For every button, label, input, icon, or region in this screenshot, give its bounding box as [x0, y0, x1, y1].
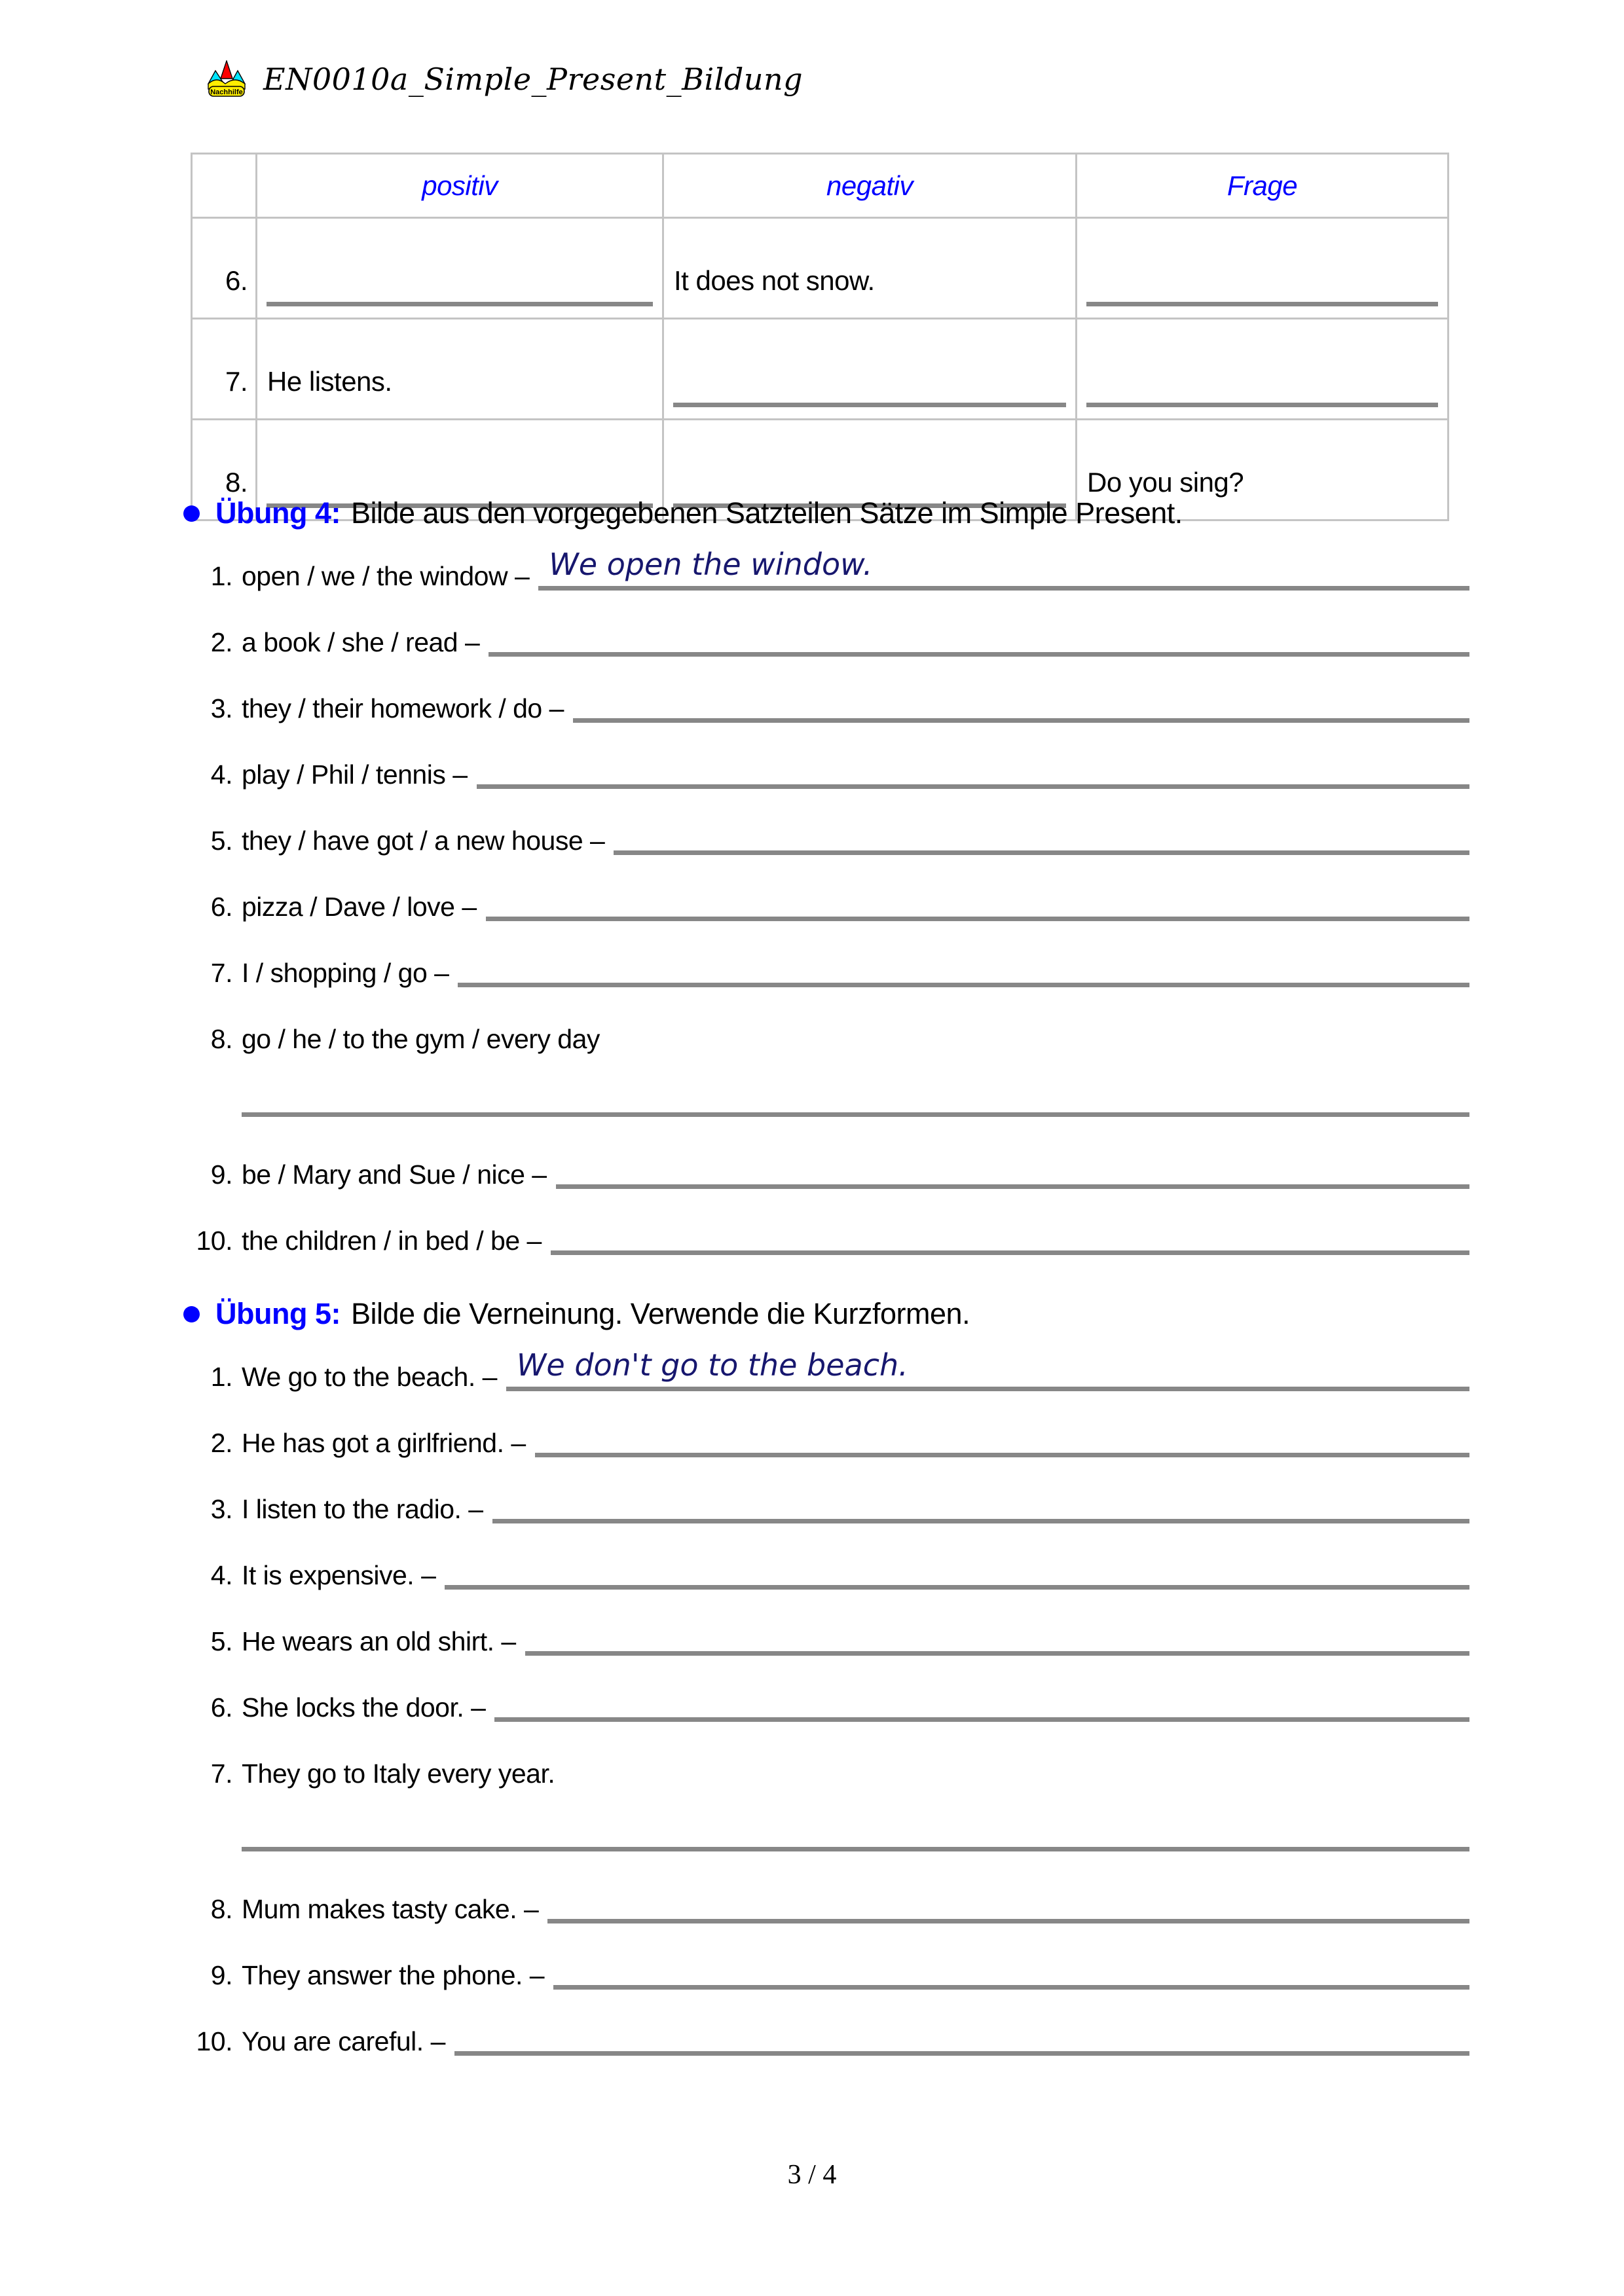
handwritten-answer: We open the window.: [549, 547, 873, 582]
item-number: 4.: [210, 759, 232, 790]
answer-line: [494, 1688, 1469, 1722]
blank-cell: [663, 319, 1077, 420]
exercise-item: [183, 821, 1469, 855]
sentence-cell: Do you sing?: [1077, 420, 1449, 520]
item-prompt: I / shopping / go –: [242, 957, 449, 988]
item-number: 1.: [210, 560, 232, 591]
item-number: 4.: [210, 1559, 232, 1590]
section-label: Übung 5:: [215, 1297, 341, 1330]
exercise-item: [183, 1423, 1469, 1457]
item-number: 7.: [210, 1758, 232, 1789]
item-number: 7.: [210, 957, 232, 988]
exercise-item: [183, 1155, 1469, 1189]
answer-line: [506, 1347, 1469, 1391]
logo-label: Nachhilfe: [210, 88, 243, 96]
answer-line: [492, 1489, 1469, 1523]
item-number: 10.: [196, 1225, 232, 1256]
exercise-item: [183, 1556, 1469, 1590]
answer-line: [551, 1221, 1469, 1255]
answer-line: [445, 1556, 1469, 1590]
section-instruction: Bilde die Verneinung. Verwende die Kurzformen.: [350, 1297, 970, 1330]
item-prompt: He has got a girlfriend. –: [242, 1427, 526, 1458]
uebung5-heading: [183, 1296, 1469, 1332]
answer-line: [458, 953, 1469, 987]
nachhilfe-logo-icon: [207, 60, 246, 98]
blank-answer-line: [267, 302, 653, 306]
item-number: 2.: [210, 627, 232, 657]
exercise-item: [183, 887, 1469, 921]
column-header-positiv: positiv: [257, 154, 663, 218]
item-number: 6.: [210, 891, 232, 922]
item-prompt: a book / she / read –: [242, 627, 480, 657]
exercise-item: [183, 689, 1469, 723]
answer-line: [535, 1423, 1469, 1457]
item-prompt: they / their homework / do –: [242, 693, 564, 723]
row-number: 8.: [192, 420, 257, 520]
item-prompt: they / have got / a new house –: [242, 825, 605, 856]
item-number: 9.: [210, 1159, 232, 1190]
answer-line: [454, 2022, 1469, 2056]
bullet-icon: [183, 1306, 200, 1322]
item-prompt: They go to Italy every year.: [242, 1758, 555, 1789]
exercise-item: [183, 1889, 1469, 1923]
item-prompt: Mum makes tasty cake. –: [242, 1893, 539, 1924]
exercise-item: [183, 1622, 1469, 1656]
blank-answer-line: [1086, 403, 1438, 407]
item-prompt: I listen to the radio. –: [242, 1493, 483, 1524]
item-prompt: She locks the door. –: [242, 1692, 486, 1722]
answer-line: [242, 1847, 1469, 1851]
exercise-item: [183, 755, 1469, 789]
uebung4-heading: [183, 495, 1469, 532]
column-header-negativ: negativ: [663, 154, 1077, 218]
handwritten-answer: We don't go to the beach.: [516, 1347, 908, 1383]
grammar-table: [191, 153, 1449, 521]
answer-line: [477, 755, 1469, 789]
item-prompt: pizza / Dave / love –: [242, 891, 477, 922]
table-row: [192, 319, 1449, 420]
answer-line: [486, 887, 1469, 921]
answer-line: [489, 623, 1469, 657]
item-prompt: They answer the phone. –: [242, 1959, 545, 1990]
item-number: 3.: [210, 693, 232, 723]
item-number: 3.: [210, 1493, 232, 1524]
exercise-item: [183, 2022, 1469, 2056]
exercises: [183, 495, 1469, 2088]
item-number: 9.: [210, 1959, 232, 1990]
exercise-item: [183, 547, 1469, 591]
item-prompt: We go to the beach. –: [242, 1361, 497, 1392]
document-header: [207, 60, 803, 98]
exercise-item: [183, 623, 1469, 657]
item-prompt: You are careful. –: [242, 2026, 445, 2056]
blank-cell: [257, 218, 663, 319]
exercise-item: [183, 1347, 1469, 1392]
item-prompt: the children / in bed / be –: [242, 1225, 542, 1256]
item-number: 10.: [196, 2026, 232, 2056]
item-prompt: It is expensive. –: [242, 1559, 436, 1590]
document-title: EN0010a_Simple_Present_Bildung: [263, 62, 803, 97]
exercise-item: [183, 953, 1469, 987]
item-number: 8.: [210, 1023, 232, 1054]
table-row: [192, 218, 1449, 319]
row-number: 6.: [192, 218, 257, 319]
row-number: 7.: [192, 319, 257, 420]
item-prompt: go / he / to the gym / every day: [242, 1023, 600, 1054]
exercise-item: [183, 1019, 1469, 1053]
exercise-item: [183, 1754, 1469, 1788]
blank-cell: [1077, 319, 1449, 420]
item-prompt: be / Mary and Sue / nice –: [242, 1159, 547, 1190]
section-label: Übung 4:: [215, 496, 341, 530]
item-number: 5.: [210, 825, 232, 856]
item-prompt: open / we / the window –: [242, 560, 530, 591]
answer-line: [553, 1956, 1469, 1990]
item-prompt: play / Phil / tennis –: [242, 759, 468, 790]
sentence-cell: It does not snow.: [663, 218, 1077, 319]
page-number: 3 / 4: [787, 2160, 837, 2190]
item-number: 1.: [210, 1361, 232, 1392]
exercise-item: [183, 1688, 1469, 1722]
item-number: 8.: [210, 1893, 232, 1924]
corner-cell: [192, 154, 257, 218]
sentence-cell: He listens.: [257, 319, 663, 420]
answer-line: [547, 1889, 1469, 1923]
section-instruction: Bilde aus den vorgegebenen Satzteilen Sätze im Simple Present.: [350, 496, 1183, 530]
answer-line: [614, 821, 1469, 855]
blank-answer-line: [1086, 302, 1438, 306]
exercise-item: [183, 1221, 1469, 1255]
item-number: 6.: [210, 1692, 232, 1722]
answer-line: [573, 689, 1469, 723]
blank-answer-line: [673, 403, 1066, 407]
exercise-item: [183, 1956, 1469, 1990]
answer-line: [556, 1155, 1469, 1189]
bullet-icon: [183, 505, 200, 522]
answer-line: [242, 1112, 1469, 1117]
answer-line: [525, 1622, 1469, 1656]
item-number: 2.: [210, 1427, 232, 1458]
item-number: 5.: [210, 1626, 232, 1656]
table-header-row: [192, 154, 1449, 218]
blank-cell: [1077, 218, 1449, 319]
answer-line: [538, 547, 1469, 591]
column-header-frage: Frage: [1077, 154, 1449, 218]
exercise-item: [183, 1489, 1469, 1523]
item-prompt: He wears an old shirt. –: [242, 1626, 516, 1656]
